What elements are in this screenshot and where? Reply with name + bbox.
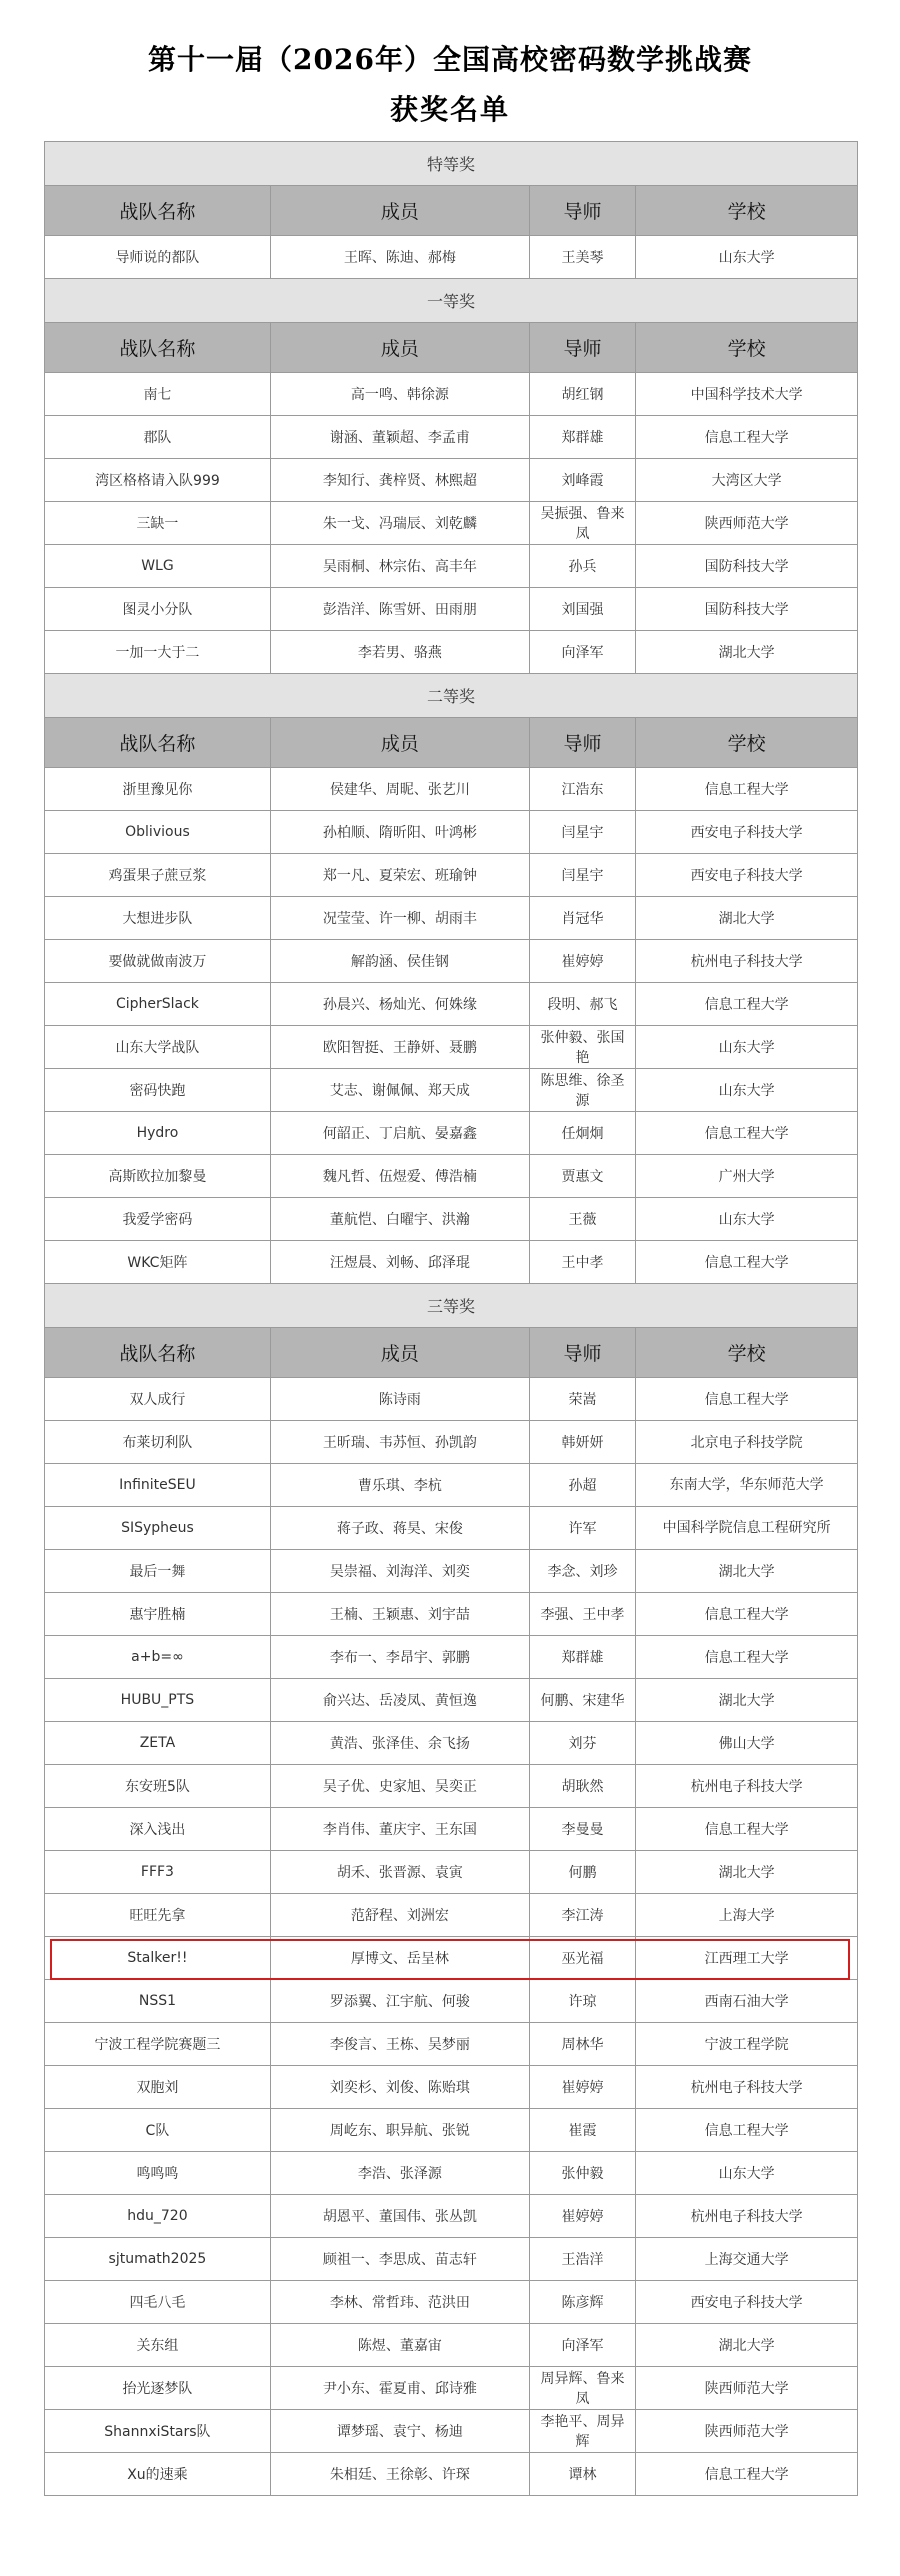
members-cell: 李浩、张泽源 [270, 2152, 529, 2195]
members-cell: 朱相廷、王徐彰、许琛 [270, 2453, 529, 2496]
table-row [45, 1722, 858, 1765]
advisor-cell: 孙兵 [529, 545, 636, 588]
members-cell: 孙晨兴、杨灿光、何姝缘 [270, 983, 529, 1026]
column-header: 学校 [636, 186, 858, 236]
team-name-cell: 一加一大于二 [45, 631, 271, 674]
members-cell: 吴崇福、刘海洋、刘奕 [270, 1550, 529, 1593]
members-cell: 黄浩、张泽佳、余飞扬 [270, 1722, 529, 1765]
table-row [45, 545, 858, 588]
table-row [45, 1808, 858, 1851]
school-cell: 西南石油大学 [636, 1980, 858, 2023]
table-row [45, 1464, 858, 1507]
table-row [45, 983, 858, 1026]
awards-table [44, 141, 858, 2496]
section-title: 特等奖 [45, 142, 858, 186]
advisor-cell: 闫星宇 [529, 854, 636, 897]
table-row [45, 1155, 858, 1198]
table-row [45, 1636, 858, 1679]
advisor-cell: 向泽军 [529, 2324, 636, 2367]
school-cell: 陕西师范大学 [636, 2367, 858, 2410]
advisor-cell: 刘峰霞 [529, 459, 636, 502]
school-cell: 大湾区大学 [636, 459, 858, 502]
members-cell: 周屹东、职异航、张锐 [270, 2109, 529, 2152]
school-cell: 信息工程大学 [636, 416, 858, 459]
advisor-cell: 巫光福 [529, 1937, 636, 1980]
team-name-cell: sjtumath2025 [45, 2238, 271, 2281]
advisor-cell: 刘芬 [529, 1722, 636, 1765]
table-row [45, 1937, 858, 1980]
table-row [45, 1507, 858, 1550]
section-row [45, 279, 858, 323]
table-row [45, 897, 858, 940]
team-name-cell: 旺旺先拿 [45, 1894, 271, 1937]
table-row [45, 2281, 858, 2324]
advisor-cell: 孙超 [529, 1464, 636, 1507]
table-row [45, 2109, 858, 2152]
school-cell: 山东大学 [636, 1069, 858, 1112]
section-row [45, 142, 858, 186]
column-header: 战队名称 [45, 718, 271, 768]
members-cell: 董航恺、白曜宇、洪瀚 [270, 1198, 529, 1241]
team-name-cell: 导师说的都队 [45, 236, 271, 279]
team-name-cell: 深入浅出 [45, 1808, 271, 1851]
team-name-cell: 要做就做南波万 [45, 940, 271, 983]
members-cell: 侯建华、周昵、张艺川 [270, 768, 529, 811]
advisor-cell: 谭林 [529, 2453, 636, 2496]
advisor-cell: 李艳平、周异辉 [529, 2410, 636, 2453]
school-cell: 佛山大学 [636, 1722, 858, 1765]
table-row [45, 1241, 858, 1284]
team-name-cell: 抬光逐梦队 [45, 2367, 271, 2410]
team-name-cell: FFF3 [45, 1851, 271, 1894]
advisor-cell: 张仲毅、张国艳 [529, 1026, 636, 1069]
advisor-cell: 胡红钢 [529, 373, 636, 416]
school-cell: 湖北大学 [636, 897, 858, 940]
page-subtitle: 获奖名单 [389, 93, 510, 126]
column-header: 学校 [636, 718, 858, 768]
members-cell: 吴子优、史家旭、吴奕正 [270, 1765, 529, 1808]
team-name-cell: Oblivious [45, 811, 271, 854]
advisor-cell: 崔婷婷 [529, 940, 636, 983]
members-cell: 陈煜、董嘉宙 [270, 2324, 529, 2367]
school-cell: 山东大学 [636, 1026, 858, 1069]
table-row [45, 1378, 858, 1421]
school-cell: 山东大学 [636, 236, 858, 279]
advisor-cell: 王中孝 [529, 1241, 636, 1284]
table-row [45, 2324, 858, 2367]
members-cell: 胡禾、张晋源、袁寅 [270, 1851, 529, 1894]
members-cell: 欧阳智挺、王静妍、聂鹏 [270, 1026, 529, 1069]
school-cell: 西安电子科技大学 [636, 811, 858, 854]
team-name-cell: Xu的速乘 [45, 2453, 271, 2496]
team-name-cell: 高斯欧拉加黎曼 [45, 1155, 271, 1198]
advisor-cell: 肖冠华 [529, 897, 636, 940]
advisor-cell: 张仲毅 [529, 2152, 636, 2195]
members-cell: 李林、常哲玮、范洪田 [270, 2281, 529, 2324]
members-cell: 孙柏顺、隋昕阳、叶鸿彬 [270, 811, 529, 854]
team-name-cell: 宁波工程学院赛题三 [45, 2023, 271, 2066]
team-name-cell: 密码快跑 [45, 1069, 271, 1112]
team-name-cell: 东安班5队 [45, 1765, 271, 1808]
school-cell: 信息工程大学 [636, 1636, 858, 1679]
members-cell: 李俊言、王栋、吴梦丽 [270, 2023, 529, 2066]
table-row [45, 2367, 858, 2410]
section-title: 一等奖 [45, 279, 858, 323]
school-cell: 湖北大学 [636, 1550, 858, 1593]
team-name-cell: HUBU_PTS [45, 1679, 271, 1722]
members-cell: 况莹莹、许一柳、胡雨丰 [270, 897, 529, 940]
school-cell: 中国科学技术大学 [636, 373, 858, 416]
page-header [0, 0, 900, 140]
team-name-cell: 大想进步队 [45, 897, 271, 940]
school-cell: 上海交通大学 [636, 2238, 858, 2281]
advisor-cell: 王浩洋 [529, 2238, 636, 2281]
table-row [45, 459, 858, 502]
team-name-cell: InfiniteSEU [45, 1464, 271, 1507]
school-cell: 宁波工程学院 [636, 2023, 858, 2066]
team-name-cell: 图灵小分队 [45, 588, 271, 631]
table-row [45, 416, 858, 459]
column-header: 成员 [270, 1328, 529, 1378]
members-cell: 顾祖一、李思成、苗志轩 [270, 2238, 529, 2281]
advisor-cell: 王薇 [529, 1198, 636, 1241]
table-row [45, 854, 858, 897]
section-row [45, 674, 858, 718]
members-cell: 王昕瑞、韦苏恒、孙凯韵 [270, 1421, 529, 1464]
school-cell: 信息工程大学 [636, 1808, 858, 1851]
team-name-cell: Stalker!! [45, 1937, 271, 1980]
team-name-cell: 四毛八毛 [45, 2281, 271, 2324]
advisor-cell: 李曼曼 [529, 1808, 636, 1851]
team-name-cell: 惠宇胜楠 [45, 1593, 271, 1636]
members-cell: 朱一戈、冯瑞辰、刘乾麟 [270, 502, 529, 545]
team-name-cell: hdu_720 [45, 2195, 271, 2238]
members-cell: 吴雨桐、林宗佑、高丰年 [270, 545, 529, 588]
team-name-cell: a+b=∞ [45, 1636, 271, 1679]
team-name-cell: 关东组 [45, 2324, 271, 2367]
team-name-cell: 湾区格格请入队999 [45, 459, 271, 502]
table-row [45, 1593, 858, 1636]
advisor-cell: 段明、郝飞 [529, 983, 636, 1026]
members-cell: 胡恩平、董国伟、张丛凯 [270, 2195, 529, 2238]
advisor-cell: 闫星宇 [529, 811, 636, 854]
school-cell: 国防科技大学 [636, 588, 858, 631]
school-cell: 信息工程大学 [636, 1241, 858, 1284]
advisor-cell: 许军 [529, 1507, 636, 1550]
school-cell: 信息工程大学 [636, 2109, 858, 2152]
advisor-cell: 郑群雄 [529, 1636, 636, 1679]
table-row [45, 1069, 858, 1112]
members-cell: 彭浩洋、陈雪妍、田雨朋 [270, 588, 529, 631]
team-name-cell: 山东大学战队 [45, 1026, 271, 1069]
page-title: 第十一届（2026年）全国高校密码数学挑战赛 [148, 43, 752, 76]
column-header: 成员 [270, 718, 529, 768]
advisor-cell: 李强、王中孝 [529, 1593, 636, 1636]
school-cell: 山东大学 [636, 1198, 858, 1241]
members-cell: 高一鸣、韩徐源 [270, 373, 529, 416]
table-row [45, 502, 858, 545]
members-cell: 俞兴达、岳凌凤、黄恒逸 [270, 1679, 529, 1722]
advisor-cell: 崔婷婷 [529, 2195, 636, 2238]
column-header: 导师 [529, 186, 636, 236]
school-cell: 广州大学 [636, 1155, 858, 1198]
table-row [45, 2023, 858, 2066]
advisor-cell: 陈思维、徐圣源 [529, 1069, 636, 1112]
advisor-cell: 刘国强 [529, 588, 636, 631]
table-row [45, 1421, 858, 1464]
team-name-cell: 布莱切利队 [45, 1421, 271, 1464]
school-cell: 信息工程大学 [636, 1378, 858, 1421]
advisor-cell: 崔婷婷 [529, 2066, 636, 2109]
advisor-cell: 江浩东 [529, 768, 636, 811]
team-name-cell: ShannxiStars队 [45, 2410, 271, 2453]
members-cell: 蒋子政、蒋昊、宋俊 [270, 1507, 529, 1550]
column-header: 战队名称 [45, 1328, 271, 1378]
members-cell: 尹小东、霍夏甫、邱诗雅 [270, 2367, 529, 2410]
members-cell: 郑一凡、夏荣宏、班瑜钟 [270, 854, 529, 897]
table-row [45, 1198, 858, 1241]
school-cell: 江西理工大学 [636, 1937, 858, 1980]
column-header: 导师 [529, 323, 636, 373]
table-row [45, 588, 858, 631]
team-name-cell: C队 [45, 2109, 271, 2152]
members-cell: 陈诗雨 [270, 1378, 529, 1421]
table-row [45, 1679, 858, 1722]
members-cell: 魏凡哲、伍煜爱、傅浩楠 [270, 1155, 529, 1198]
table-row [45, 1550, 858, 1593]
column-header-row [45, 1328, 858, 1378]
team-name-cell: 我爱学密码 [45, 1198, 271, 1241]
members-cell: 李布一、李昂宇、郭鹏 [270, 1636, 529, 1679]
table-row [45, 768, 858, 811]
team-name-cell: SISypheus [45, 1507, 271, 1550]
table-row [45, 2195, 858, 2238]
table-row [45, 2238, 858, 2281]
school-cell: 湖北大学 [636, 2324, 858, 2367]
school-cell: 西安电子科技大学 [636, 2281, 858, 2324]
team-name-cell: Hydro [45, 1112, 271, 1155]
column-header: 成员 [270, 323, 529, 373]
school-cell: 杭州电子科技大学 [636, 1765, 858, 1808]
table-row [45, 2453, 858, 2496]
members-cell: 汪煜晨、刘畅、邱泽琨 [270, 1241, 529, 1284]
school-cell: 中国科学院信息工程研究所 [636, 1507, 858, 1550]
school-cell: 北京电子科技学院 [636, 1421, 858, 1464]
members-cell: 何韶正、丁启航、晏嘉鑫 [270, 1112, 529, 1155]
table-row [45, 2066, 858, 2109]
column-header: 学校 [636, 1328, 858, 1378]
table-row [45, 2410, 858, 2453]
school-cell: 湖北大学 [636, 1679, 858, 1722]
school-cell: 西安电子科技大学 [636, 854, 858, 897]
school-cell: 信息工程大学 [636, 1112, 858, 1155]
members-cell: 范舒程、刘洲宏 [270, 1894, 529, 1937]
team-name-cell: 双人成行 [45, 1378, 271, 1421]
table-row [45, 811, 858, 854]
advisor-cell: 崔霞 [529, 2109, 636, 2152]
school-cell: 国防科技大学 [636, 545, 858, 588]
section-title: 三等奖 [45, 1284, 858, 1328]
advisor-cell: 李念、刘珍 [529, 1550, 636, 1593]
column-header: 战队名称 [45, 186, 271, 236]
school-cell: 陕西师范大学 [636, 2410, 858, 2453]
team-name-cell: WKC矩阵 [45, 1241, 271, 1284]
advisor-cell: 周异辉、鲁来凤 [529, 2367, 636, 2410]
members-cell: 谢涵、董颖超、李孟甫 [270, 416, 529, 459]
team-name-cell: 双胞刘 [45, 2066, 271, 2109]
school-cell: 杭州电子科技大学 [636, 2066, 858, 2109]
school-cell: 湖北大学 [636, 1851, 858, 1894]
awards-table-body [45, 142, 858, 2496]
members-cell: 艾志、谢佩佩、郑天成 [270, 1069, 529, 1112]
advisor-cell: 何鹏 [529, 1851, 636, 1894]
team-name-cell: ZETA [45, 1722, 271, 1765]
school-cell: 山东大学 [636, 2152, 858, 2195]
advisor-cell: 胡耿然 [529, 1765, 636, 1808]
advisor-cell: 陈彦辉 [529, 2281, 636, 2324]
table-row [45, 1026, 858, 1069]
section-row [45, 1284, 858, 1328]
school-cell: 上海大学 [636, 1894, 858, 1937]
school-cell: 陕西师范大学 [636, 502, 858, 545]
team-name-cell: 最后一舞 [45, 1550, 271, 1593]
advisor-cell: 许琼 [529, 1980, 636, 2023]
members-cell: 解韵涵、侯佳钢 [270, 940, 529, 983]
column-header: 学校 [636, 323, 858, 373]
table-row [45, 1980, 858, 2023]
column-header: 战队名称 [45, 323, 271, 373]
table-row [45, 1894, 858, 1937]
table-row [45, 1765, 858, 1808]
members-cell: 曹乐琪、李杭 [270, 1464, 529, 1507]
advisor-cell: 周林华 [529, 2023, 636, 2066]
advisor-cell: 吴振强、鲁来凤 [529, 502, 636, 545]
section-title: 二等奖 [45, 674, 858, 718]
school-cell: 信息工程大学 [636, 768, 858, 811]
advisor-cell: 何鹏、宋建华 [529, 1679, 636, 1722]
column-header: 成员 [270, 186, 529, 236]
table-row [45, 1851, 858, 1894]
team-name-cell: CipherSlack [45, 983, 271, 1026]
members-cell: 刘奕杉、刘俊、陈贻琪 [270, 2066, 529, 2109]
team-name-cell: 郡队 [45, 416, 271, 459]
school-cell: 信息工程大学 [636, 983, 858, 1026]
team-name-cell: 三缺一 [45, 502, 271, 545]
table-row [45, 1112, 858, 1155]
team-name-cell: 浙里豫见你 [45, 768, 271, 811]
members-cell: 王楠、王颖惠、刘宇喆 [270, 1593, 529, 1636]
members-cell: 谭梦瑶、袁宁、杨迪 [270, 2410, 529, 2453]
advisor-cell: 韩妍妍 [529, 1421, 636, 1464]
team-name-cell: 鸡蛋果子蔗豆浆 [45, 854, 271, 897]
team-name-cell: WLG [45, 545, 271, 588]
column-header-row [45, 323, 858, 373]
column-header-row [45, 718, 858, 768]
school-cell: 湖北大学 [636, 631, 858, 674]
school-cell: 东南大学，华东师范大学 [636, 1464, 858, 1507]
advisor-cell: 任炯炯 [529, 1112, 636, 1155]
table-row [45, 236, 858, 279]
members-cell: 李若男、骆燕 [270, 631, 529, 674]
school-cell: 信息工程大学 [636, 2453, 858, 2496]
school-cell: 信息工程大学 [636, 1593, 858, 1636]
advisor-cell: 荣嵩 [529, 1378, 636, 1421]
advisor-cell: 贾惠文 [529, 1155, 636, 1198]
school-cell: 杭州电子科技大学 [636, 940, 858, 983]
advisor-cell: 王美琴 [529, 236, 636, 279]
team-name-cell: NSS1 [45, 1980, 271, 2023]
members-cell: 李知行、龚梓贤、林熙超 [270, 459, 529, 502]
members-cell: 厚博文、岳呈林 [270, 1937, 529, 1980]
members-cell: 李肖伟、董庆宇、王东国 [270, 1808, 529, 1851]
members-cell: 王晖、陈迪、郝梅 [270, 236, 529, 279]
team-name-cell: 鸣鸣鸣 [45, 2152, 271, 2195]
team-name-cell: 南七 [45, 373, 271, 416]
column-header: 导师 [529, 718, 636, 768]
column-header-row [45, 186, 858, 236]
advisor-cell: 向泽军 [529, 631, 636, 674]
table-row [45, 373, 858, 416]
members-cell: 罗添翼、江宇航、何骏 [270, 1980, 529, 2023]
advisor-cell: 郑群雄 [529, 416, 636, 459]
advisor-cell: 李江涛 [529, 1894, 636, 1937]
table-row [45, 2152, 858, 2195]
table-row [45, 631, 858, 674]
table-row [45, 940, 858, 983]
column-header: 导师 [529, 1328, 636, 1378]
school-cell: 杭州电子科技大学 [636, 2195, 858, 2238]
